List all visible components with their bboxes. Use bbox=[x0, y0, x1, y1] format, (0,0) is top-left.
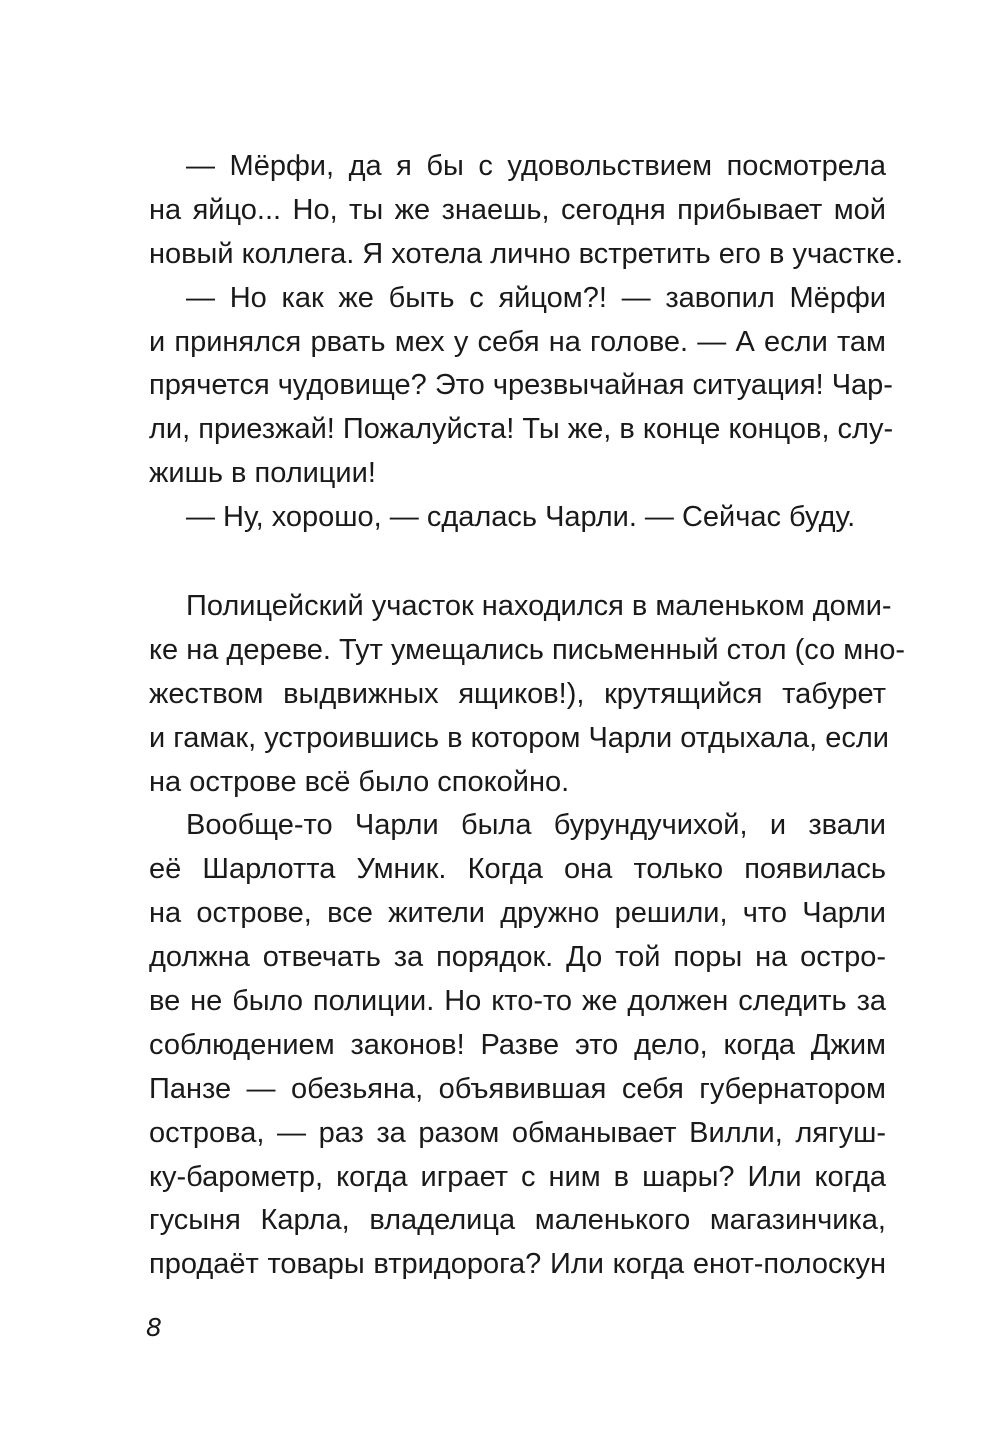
text-line: острова, — раз за разом обманывает Вилли, лягуш- bbox=[149, 1116, 886, 1149]
text-line: соблюдением законов! Разве это дело, когда Джим bbox=[149, 1028, 886, 1061]
text-line: прячется чудовище? Это чрезвычайная ситуация! Чар- bbox=[149, 369, 893, 402]
text-line: — Ну, хорошо, — сдалась Чарли. — Сейчас буду. bbox=[186, 501, 856, 534]
text-line: и принялся рвать мех у себя на голове. — А если там bbox=[149, 325, 886, 358]
text-line: на острове всё было спокойно. bbox=[149, 765, 570, 798]
text-line: Панзе — обезьяна, объявившая себя губернатором bbox=[149, 1072, 886, 1105]
narrative-block bbox=[149, 585, 906, 1287]
text-line: её Шарлотта Умник. Когда она только появилась bbox=[149, 853, 886, 886]
text-line: — Мёрфи, да я бы с удовольствием посмотрела bbox=[186, 150, 886, 182]
text-line: ку-барометр, когда играет с ним в шары? Или когда bbox=[149, 1160, 886, 1193]
dialogue-block bbox=[149, 145, 904, 540]
text-line: Полицейский участок находился в маленьком доми- bbox=[186, 590, 892, 622]
text-line: ке на дереве. Тут умещались письменный стол (со мно- bbox=[149, 633, 906, 666]
text-line: Вообще-то Чарли была бурундучихой, и звали bbox=[186, 809, 886, 842]
text-line: жишь в полиции! bbox=[149, 457, 376, 490]
text-line: должна отвечать за порядок. До той поры на остро- bbox=[149, 941, 886, 974]
text-line: новый коллега. Я хотела лично встретить его в участке. bbox=[149, 237, 904, 270]
text-line: ли, приезжай! Пожалуйста! Ты же, в конце концов, слу- bbox=[149, 413, 894, 446]
text-line: ве не было полиции. Но кто-то же должен следить за bbox=[149, 985, 886, 1018]
text-line: и гамак, устроившись в котором Чарли отдыхала, если bbox=[149, 721, 890, 754]
text-line: жеством выдвижных ящиков!), крутящийся табурет bbox=[149, 677, 886, 710]
text-line: гусыня Карла, владелица маленького магазинчика, bbox=[149, 1204, 886, 1237]
text-line: продаёт товары втридорога? Или когда енот-полоскун bbox=[149, 1248, 886, 1281]
text-line: на яйцо... Но, ты же знаешь, сегодня прибывает мой bbox=[149, 193, 886, 226]
page-number: 8 bbox=[146, 1313, 162, 1342]
text-line: — Но как же быть с яйцом?! — завопил Мёрфи bbox=[186, 281, 886, 314]
text-line: на острове, все жители дружно решили, что Чарли bbox=[149, 897, 886, 930]
